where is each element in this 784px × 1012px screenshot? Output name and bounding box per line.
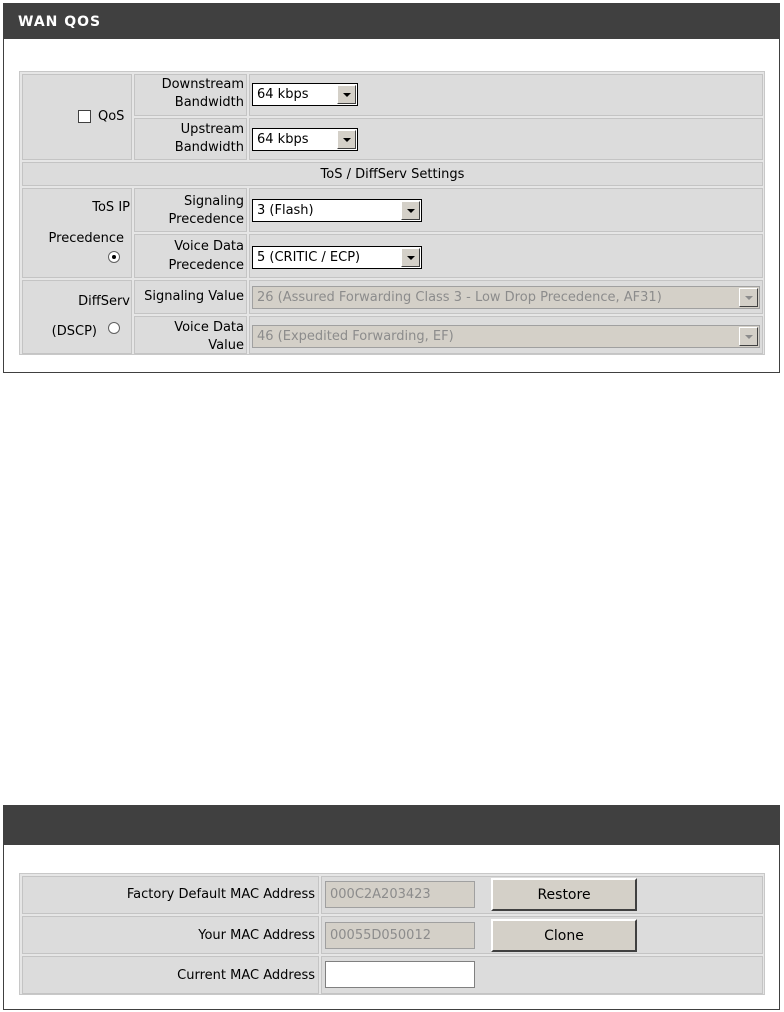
voice-data-precedence-select[interactable] bbox=[252, 246, 422, 269]
clone-button[interactable]: Clone bbox=[491, 919, 637, 952]
voice-data-value-value: 46 (Expedited Forwarding, EF) bbox=[257, 329, 454, 344]
factory-mac-label: Factory Default MAC Address bbox=[126, 887, 315, 902]
voice-data-precedence-label-line2: Precedence bbox=[168, 258, 244, 273]
tos-ip-label-line2: Precedence bbox=[48, 231, 124, 246]
upstream-bandwidth-select[interactable] bbox=[252, 128, 358, 151]
diffserv-label-line1: DiffServ bbox=[78, 294, 130, 309]
diffserv-cell bbox=[22, 280, 132, 354]
signaling-precedence-label-line2: Precedence bbox=[168, 212, 244, 227]
downstream-bandwidth-value: 64 kbps bbox=[257, 87, 309, 102]
upstream-label-line2: Bandwidth bbox=[174, 140, 244, 155]
current-mac-label: Current MAC Address bbox=[177, 968, 315, 983]
signaling-precedence-label-line1: Signaling bbox=[183, 194, 244, 209]
voice-data-precedence-label-line1: Voice Data bbox=[174, 239, 244, 254]
diffserv-radio[interactable] bbox=[108, 322, 120, 334]
tos-ip-label-line1: ToS IP bbox=[92, 200, 130, 215]
your-mac-field[interactable]: 00055D050012 bbox=[325, 922, 475, 949]
tos-diffserv-heading: ToS / DiffServ Settings bbox=[320, 167, 465, 182]
downstream-bandwidth-select[interactable] bbox=[252, 83, 358, 106]
qos-label: QoS bbox=[98, 109, 125, 124]
wan-qos-panel bbox=[3, 3, 780, 373]
wan-qos-table bbox=[19, 71, 765, 355]
voice-data-value-label-line2: Value bbox=[208, 338, 244, 353]
upstream-label-line1: Upstream bbox=[180, 122, 244, 137]
chevron-down-icon[interactable] bbox=[401, 201, 420, 220]
signaling-precedence-select[interactable] bbox=[252, 199, 422, 222]
signaling-value-label: Signaling Value bbox=[144, 289, 244, 304]
voice-data-precedence-value: 5 (CRITIC / ECP) bbox=[257, 250, 361, 265]
mac-address-title bbox=[4, 806, 779, 845]
diffserv-label-line2: (DSCP) bbox=[51, 324, 97, 339]
chevron-down-icon[interactable] bbox=[337, 85, 356, 104]
qos-checkbox[interactable] bbox=[78, 110, 91, 123]
downstream-label-line2: Bandwidth bbox=[174, 95, 244, 110]
signaling-precedence-value: 3 (Flash) bbox=[257, 203, 314, 218]
wan-qos-title: WAN QOS bbox=[4, 4, 779, 39]
tos-ip-radio[interactable] bbox=[108, 251, 120, 263]
current-mac-input[interactable] bbox=[325, 961, 475, 988]
chevron-down-icon[interactable] bbox=[739, 327, 758, 346]
signaling-value-select[interactable] bbox=[252, 286, 760, 309]
chevron-down-icon[interactable] bbox=[401, 248, 420, 267]
chevron-down-icon[interactable] bbox=[337, 130, 356, 149]
downstream-label-line1: Downstream bbox=[161, 77, 244, 92]
voice-data-value-select[interactable] bbox=[252, 325, 760, 348]
restore-button[interactable]: Restore bbox=[491, 878, 637, 911]
upstream-bandwidth-value: 64 kbps bbox=[257, 132, 309, 147]
factory-mac-field[interactable]: 000C2A203423 bbox=[325, 881, 475, 908]
signaling-value-value: 26 (Assured Forwarding Class 3 - Low Drop Precedence, AF31) bbox=[257, 290, 662, 305]
mac-address-panel bbox=[3, 805, 780, 1010]
mac-address-table bbox=[19, 873, 765, 995]
voice-data-value-label-line1: Voice Data bbox=[174, 320, 244, 335]
your-mac-label: Your MAC Address bbox=[198, 928, 315, 943]
chevron-down-icon[interactable] bbox=[739, 288, 758, 307]
